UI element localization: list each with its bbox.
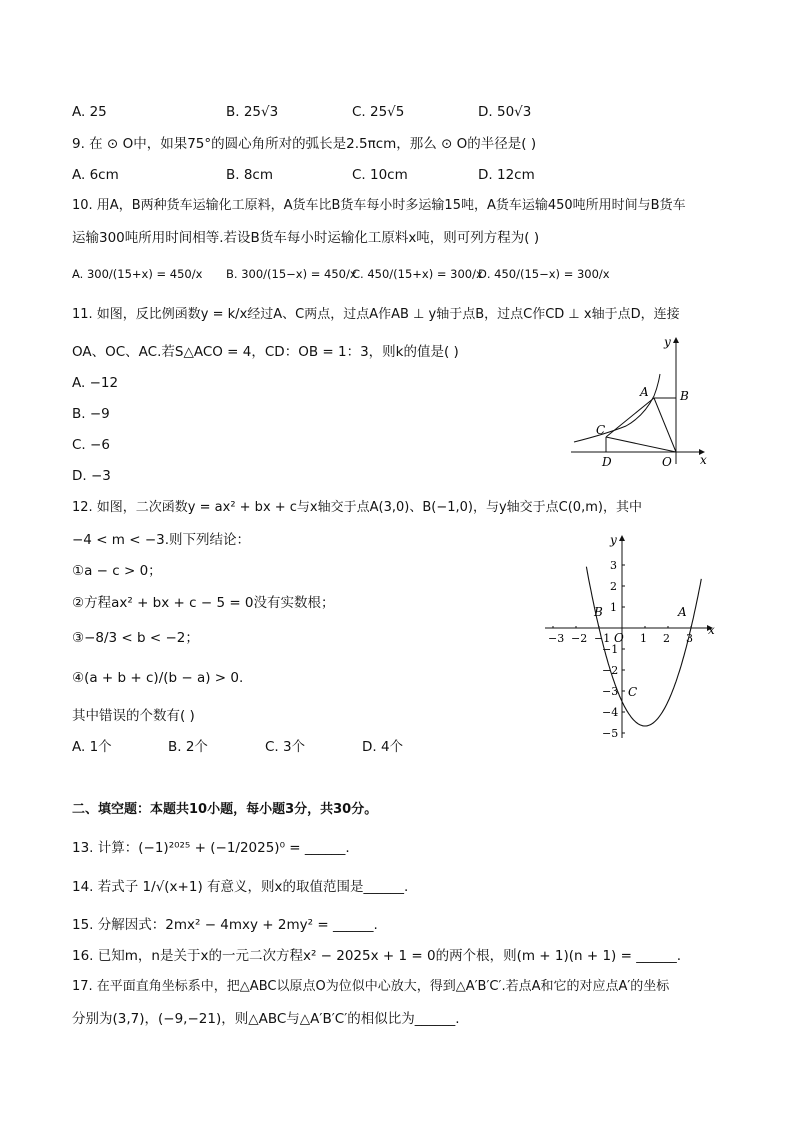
q9-option-d: D. 12cm: [478, 167, 535, 183]
q11-option-c: C. −6: [72, 437, 110, 453]
q10-stem-line1: 10. 用A，B两种货车运输化工原料，A货车比B货车每小时多运输15吨，A货车运输450吨所用时间与B货车: [72, 198, 686, 213]
q9-stem: 9. 在 ⊙ O中，如果75°的圆心角所对的弧长是2.5πcm，那么 ⊙ O的半径是( ): [72, 136, 537, 152]
q9-option-b: B. 8cm: [226, 167, 274, 183]
q12-x-tick-label: 1: [640, 632, 647, 645]
q12-x-tick-label: 2: [663, 632, 670, 645]
q10-option-d: D. 450/(15−x) = 300/x: [478, 267, 610, 281]
q12-y-tick-label: 1: [610, 601, 617, 614]
q12-conclusion-4: ④(a + b + c)/(b − a) > 0.: [72, 670, 244, 686]
q11-segment-oa: [654, 398, 676, 452]
q12-y-tick-label: −3: [602, 685, 619, 698]
q12-x-tick-label: −2: [571, 632, 588, 645]
q12-question: 其中错误的个数有( ): [72, 708, 195, 724]
q11-segment-oc: [606, 437, 676, 452]
q9-option-c: C. 10cm: [352, 167, 408, 183]
q11-segment-ac: [606, 398, 654, 437]
q11-label-a: A: [640, 385, 649, 399]
q11-option-d: D. −3: [72, 468, 111, 484]
q12-conclusion-1: ①a − c > 0；: [72, 563, 162, 579]
q12-ticks: [548, 559, 693, 740]
q8-option-d: D. 50√3: [478, 104, 532, 120]
q12-x-tick-label: −3: [548, 632, 565, 645]
q12-label-y: y: [610, 533, 617, 547]
q10-option-b: B. 300/(15−x) = 450/x: [226, 267, 357, 281]
q8-option-a: A. 25: [72, 104, 107, 120]
q12-conclusion-3: ③−8/3 < b < −2；: [72, 630, 199, 646]
q12-label-x: x: [708, 623, 715, 637]
q11-label-b: B: [680, 389, 689, 403]
q12-figure: [540, 532, 720, 744]
q12-y-tick-label: −4: [602, 706, 619, 719]
q10-option-a: A. 300/(15+x) = 450/x: [72, 267, 203, 281]
q12-option-a: A. 1个: [72, 739, 112, 755]
q12-y-tick-label: 3: [610, 559, 617, 572]
q10-stem-line2: 运输300吨所用时间相等.若设B货车每小时运输化工原料x吨，则可列方程为( ): [72, 230, 540, 246]
q11-label-o: O: [662, 455, 672, 469]
q12-y-tick-label: −2: [602, 664, 619, 677]
q12-option-b: B. 2个: [168, 739, 208, 755]
q12-label-a: A: [678, 605, 687, 619]
q11-option-a: A. −12: [72, 375, 119, 391]
q12-y-tick-label: −5: [602, 727, 619, 740]
q12-conclusion-2: ②方程ax² + bx + c − 5 = 0没有实数根；: [72, 595, 335, 611]
q12-x-tick-label: 3: [686, 632, 693, 645]
q15-stem: 15. 分解因式：2mx² − 4mxy + 2my² = ______.: [72, 917, 378, 933]
q17-stem-line2: 分别为(3,7)，(−9,−21)，则△ABC与△A′B′C′的相似比为______.: [72, 1011, 460, 1027]
q8-option-b: B. 25√3: [226, 104, 279, 120]
q11-label-d: D: [602, 455, 612, 469]
q11-stem-line1: 11. 如图，反比例函数y = k/x经过A、C两点，过点A作AB ⊥ y轴于点B，过点C作CD ⊥ x轴于点D，连接: [72, 307, 680, 322]
q14-stem: 14. 若式子 1/√(x+1) 有意义，则x的取值范围是______.: [72, 879, 409, 895]
q12-y-tick-label: 2: [610, 580, 617, 593]
q12-label-c: C: [628, 685, 638, 699]
q11-option-b: B. −9: [72, 406, 110, 422]
q12-parabola: [586, 567, 701, 726]
q12-stem-line2: −4 < m < −3.则下列结论：: [72, 532, 251, 548]
q10-option-c: C. 450/(15+x) = 300/x: [352, 267, 483, 281]
q11-label-y: y: [664, 335, 671, 349]
section2-heading: 二、填空题：本题共10小题，每小题3分，共30分。: [72, 802, 378, 817]
q12-stem-line1: 12. 如图，二次函数y = ax² + bx + c与x轴交于点A(3,0)、B(−1,0)，与y轴交于点C(0,m)，其中: [72, 500, 642, 515]
q13-stem: 13. 计算：(−1)²⁰²⁵ + (−1/2025)⁰ = ______.: [72, 840, 350, 856]
q8-option-c: C. 25√5: [352, 104, 405, 120]
q12-option-d: D. 4个: [362, 739, 404, 755]
q11-label-x: x: [700, 453, 707, 467]
q11-label-c: C: [596, 423, 606, 437]
q12-option-c: C. 3个: [265, 739, 306, 755]
q11-figure: [566, 334, 716, 472]
q9-option-a: A. 6cm: [72, 167, 119, 183]
q11-stem-line2: OA、OC、AC.若S△ACO = 4，CD：OB = 1：3，则k的值是( ): [72, 344, 459, 360]
q17-stem-line1: 17. 在平面直角坐标系中，把△ABC以原点O为位似中心放大，得到△A′B′C′.若点A和它的对应点A′的坐标: [72, 979, 670, 994]
q12-label-b: B: [594, 605, 603, 619]
q12-x-tick-label: −1: [594, 632, 611, 645]
q12-label-o: O: [614, 631, 624, 645]
q12-y-tick-label: −1: [602, 643, 619, 656]
q16-stem: 16. 已知m，n是关于x的一元二次方程x² − 2025x + 1 = 0的两个根，则(m + 1)(n + 1) = ______.: [72, 948, 681, 964]
